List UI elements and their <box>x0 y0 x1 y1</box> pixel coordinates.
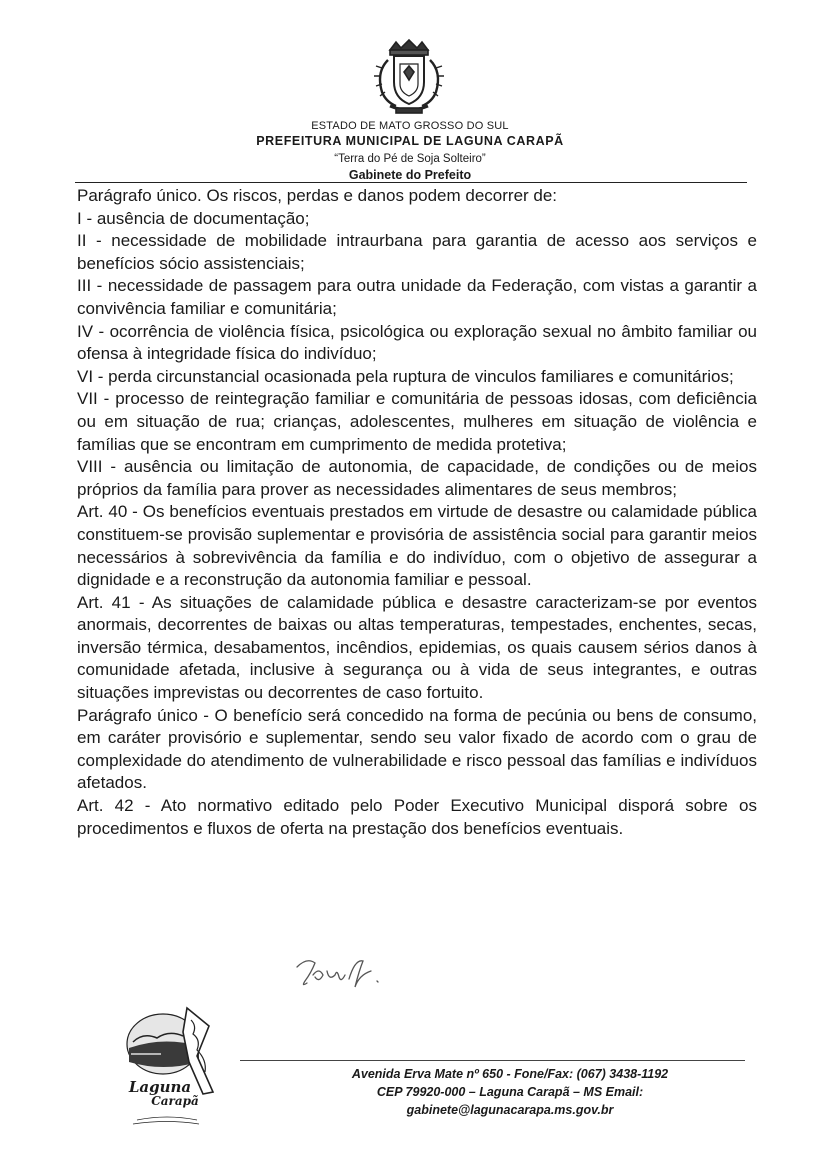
document-body <box>77 185 757 840</box>
state-name: ESTADO DE MATO GROSSO DO SUL <box>311 120 509 132</box>
footer-address: Avenida Erva Mate nº 650 - Fone/Fax: (067) 3438-1192 <box>351 1067 669 1081</box>
article-40: Art. 40 - Os benefícios eventuais prestados em virtude de desastre ou calamidade pública constituem-se provisão suplementar e provisória de assistência social para garantir meios necessários à sobrevivência da família e do indivíduo, com o objetivo de assegurar a dignidade e a reconstrução da autonomia familiar e pessoal. <box>77 502 757 590</box>
item-vi: VI - perda circunstancial ocasionada pela ruptura de vinculos familiares e comunitários; <box>77 366 734 386</box>
item-ii: II - necessidade de mobilidade intraurbana para garantia de acesso aos serviços e benefícios sócio assistenciais; <box>77 231 757 273</box>
logo-text-carapa: Carapã <box>151 1094 199 1108</box>
municipality-logo-icon <box>113 1002 231 1130</box>
prefeitura-name: PREFEITURA MUNICIPAL DE LAGUNA CARAPÃ <box>256 134 564 148</box>
coat-of-arms-icon <box>368 38 450 118</box>
office-name: Gabinete do Prefeito <box>348 168 472 182</box>
article-42: Art. 42 - Ato normativo editado pelo Poder Executivo Municipal disporá sobre os procedimentos e fluxos de oferta na prestação dos benefícios eventuais. <box>77 796 757 838</box>
paragraph-sole-benefit: Parágrafo único - O benefício será concedido na forma de pecúnia ou bens de consumo, em caráter provisório e suplementar, sendo seu valor fixado de acordo com o grau de complexidade do atendimento de vulnerabilidade e risco pessoal das famílias e indivíduos afetados. <box>77 705 757 793</box>
footer-divider <box>240 1060 745 1061</box>
footer-cep: CEP 79920-000 – Laguna Carapã – MS Email: <box>376 1085 644 1099</box>
article-41: Art. 41 - As situações de calamidade pública e desastre caracterizam-se por eventos anormais, decorrentes de baixas ou altas temperaturas, tempestades, enchentes, secas, inversão térmica, desabamentos, incêndios, epidemias, os quais causem sérios danos à comunidade afetada, inclusive à segurança ou à vida de seus integrantes, e outras situações imprevistas ou decorrentes de caso fortuito. <box>77 592 757 703</box>
item-vii: VII - processo de reintegração familiar e comunitária de pessoas idosas, com deficiência ou em situação de rua; crianças, adolescentes, mulheres em situação de violência e famílias que se encontram em cumprimento de medida protetiva; <box>77 389 757 454</box>
item-viii: VIII - ausência ou limitação de autonomia, de capacidade, de condições ou de meios próprios da família para prover as necessidades alimentares de seus membros; <box>77 457 757 499</box>
paragraph-sole-risks: Parágrafo único. Os riscos, perdas e danos podem decorrer de: <box>77 186 558 205</box>
header-divider <box>75 182 747 183</box>
municipality-motto: “Terra do Pé de Soja Solteiro” <box>334 153 486 165</box>
item-i: I - ausência de documentação; <box>77 208 310 228</box>
item-iv: IV - ocorrência de violência física, psicológica ou exploração sexual no âmbito familiar ou ofensa à integridade física do indivíduo; <box>77 321 757 364</box>
footer-email[interactable]: gabinete@lagunacarapa.ms.gov.br <box>406 1103 614 1117</box>
logo-text-laguna: Laguna <box>128 1078 192 1096</box>
item-iii: III - necessidade de passagem para outra unidade da Federação, com vistas a garantir a convivência familiar e comunitária; <box>77 276 757 318</box>
signature-icon <box>293 953 393 991</box>
